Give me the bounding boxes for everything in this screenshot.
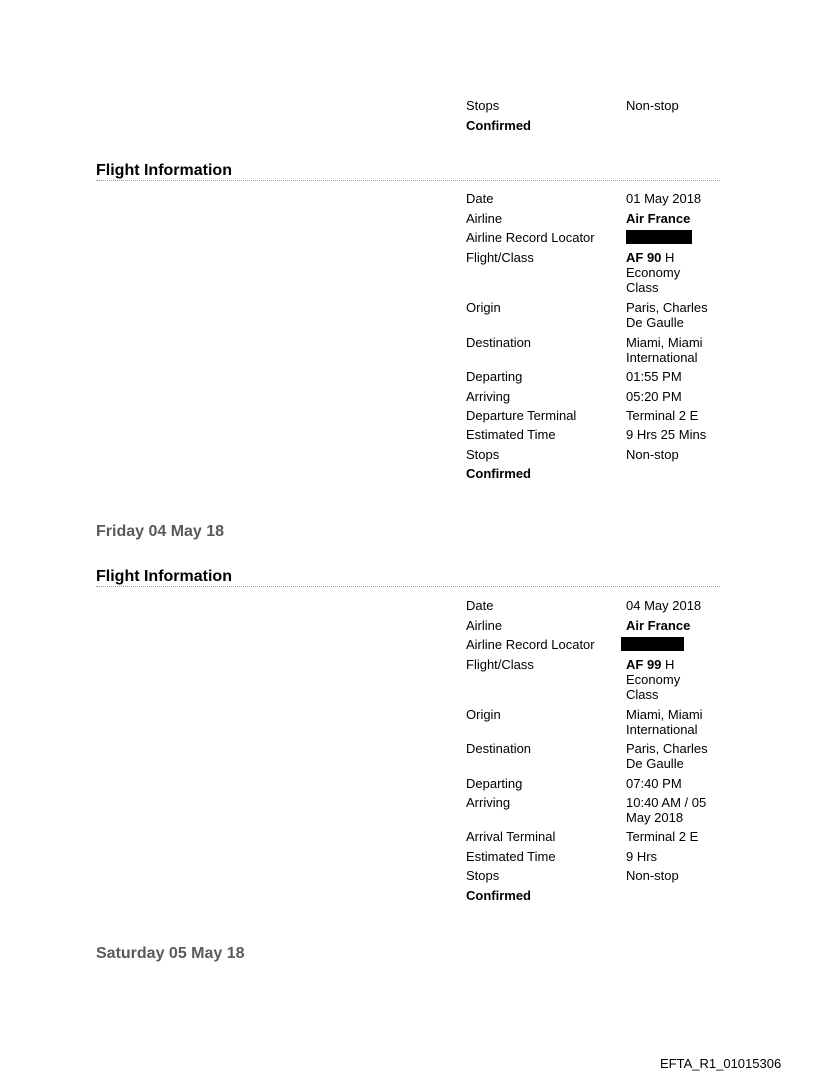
terminal-value: Terminal 2 E (626, 829, 699, 844)
destination-line1: Paris, Charles (626, 741, 708, 756)
estimated-time-label: Estimated Time (466, 849, 556, 864)
estimated-time-label: Estimated Time (466, 427, 556, 442)
origin-line2: De Gaulle (626, 315, 684, 330)
section-divider (96, 180, 720, 181)
origin-line1: Paris, Charles (626, 300, 708, 315)
arriving-line2: May 2018 (626, 810, 684, 825)
destination-label: Destination (466, 335, 532, 350)
arriving-value: 05:20 PM (626, 389, 682, 404)
day-heading: Saturday 05 May 18 (96, 945, 245, 962)
destination-line2: De Gaulle (626, 756, 684, 771)
redaction-bar (626, 230, 692, 244)
date-label: Date (466, 598, 494, 613)
stops-label: Stops (466, 868, 500, 883)
departing-value: 07:40 PM (626, 776, 682, 791)
arriving-line1: 10:40 AM / 05 (626, 795, 707, 810)
redaction-bar (621, 637, 684, 651)
destination-value (626, 741, 726, 771)
flight-class-label: Flight/Class (466, 250, 534, 265)
origin-value (626, 300, 726, 330)
estimated-time-value: 9 Hrs 25 Mins (626, 427, 707, 442)
stops-value: Non-stop (626, 868, 679, 883)
class-name-line2: Class (626, 280, 659, 295)
terminal-value: Terminal 2 E (626, 408, 699, 423)
document-id: EFTA_R1_01015306 (660, 1056, 782, 1071)
status-confirmed: Confirmed (466, 888, 531, 903)
record-locator-label: Airline Record Locator (466, 230, 595, 245)
airline-label: Airline (466, 618, 503, 633)
origin-value (626, 707, 726, 737)
section-title-flight-information: Flight Information (96, 568, 232, 585)
stops-label: Stops (466, 98, 500, 113)
destination-label: Destination (466, 741, 532, 756)
arriving-label: Arriving (466, 795, 511, 810)
class-name-line1: Economy (626, 265, 681, 280)
departing-label: Departing (466, 369, 523, 384)
flight-class-value (626, 250, 726, 295)
section-title-flight-information: Flight Information (96, 162, 232, 179)
day-heading: Friday 04 May 18 (96, 523, 225, 540)
status-confirmed: Confirmed (466, 466, 531, 481)
record-locator-label: Airline Record Locator (466, 637, 595, 652)
stops-value: Non-stop (626, 98, 679, 113)
flight-class-value (626, 657, 726, 702)
class-name-line2: Class (626, 687, 659, 702)
estimated-time-value: 9 Hrs (626, 849, 658, 864)
destination-line2: International (626, 350, 698, 365)
class-name-line1: Economy (626, 672, 681, 687)
airline-value: Air France (626, 211, 691, 226)
origin-line1: Miami, Miami (626, 707, 703, 722)
date-value: 04 May 2018 (626, 598, 702, 613)
terminal-label: Departure Terminal (466, 408, 577, 423)
flight-class-label: Flight/Class (466, 657, 534, 672)
destination-line1: Miami, Miami (626, 335, 703, 350)
destination-value (626, 335, 726, 365)
airline-label: Airline (466, 211, 503, 226)
class-code: H (665, 250, 675, 265)
date-label: Date (466, 191, 494, 206)
arriving-label: Arriving (466, 389, 511, 404)
airline-value: Air France (626, 618, 691, 633)
arriving-value (626, 795, 726, 825)
status-confirmed: Confirmed (466, 118, 531, 133)
terminal-label: Arrival Terminal (466, 829, 556, 844)
flight-number: AF 99 (626, 657, 662, 672)
origin-label: Origin (466, 707, 501, 722)
origin-line2: International (626, 722, 698, 737)
date-value: 01 May 2018 (626, 191, 702, 206)
departing-value: 01:55 PM (626, 369, 682, 384)
stops-value: Non-stop (626, 447, 679, 462)
origin-label: Origin (466, 300, 501, 315)
stops-label: Stops (466, 447, 500, 462)
departing-label: Departing (466, 776, 523, 791)
class-code: H (665, 657, 675, 672)
flight-number: AF 90 (626, 250, 662, 265)
section-divider (96, 586, 720, 587)
